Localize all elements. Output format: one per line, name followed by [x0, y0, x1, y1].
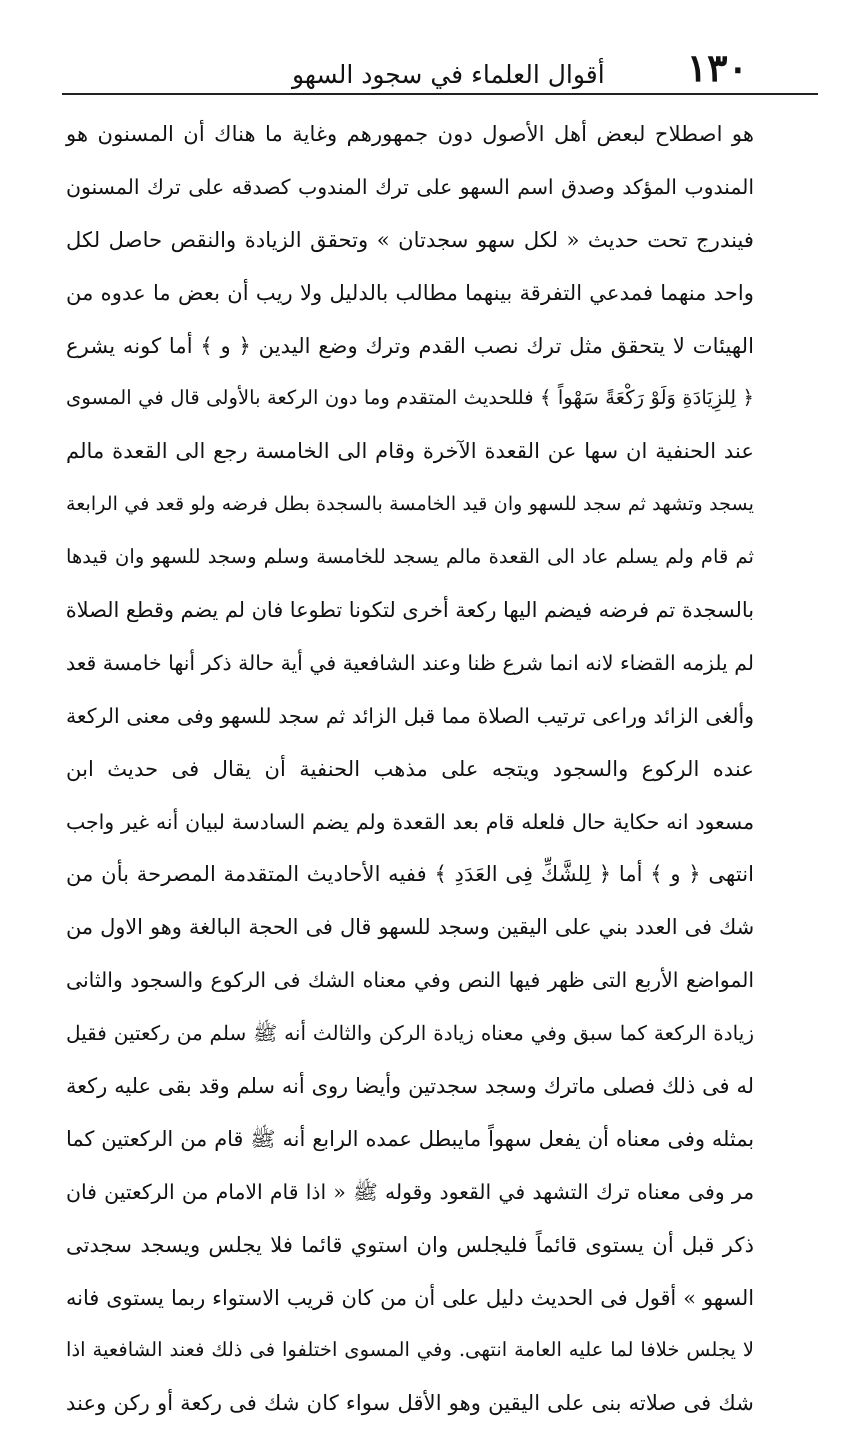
text-line: ﴿ لِلزِيَادَةِ وَلَوْ رَكْعَةً سَهْواً ﴾ فللحديث المتقدم وما دون الركعة بالأولى قال في المسوى — [66, 386, 754, 410]
text-line: له فى ذلك فصلى ماترك وسجد سجدتين وأيضا روى أنه سلم وقد بقى عليه ركعة — [66, 1074, 754, 1099]
text-line: بالسجدة تم فرضه فيضم اليها ركعة أخرى لتكونا تطوعا فان لم يضم وقطع الصلاة — [65, 598, 754, 623]
text-line: ذكر قبل أن يستوى قائماً فليجلس وان استوي قائما فلا يجلس ويسجد سجدتى — [66, 1231, 754, 1257]
text-line: يسجد وتشهد ثم سجد للسهو وان قيد الخامسة بالسجدة بطل فرضه ولو قعد في الرابعة — [66, 492, 754, 516]
text-line: عنده الركوع والسجود ويتجه على مذهب الحنفية أن يقال فى حديث ابن — [66, 755, 754, 781]
page-header — [62, 42, 748, 90]
text-line: واحد منهما فمدعي التفرقة بينهما مطالب بالدليل ولا ريب أن بعض ما عدوه من — [66, 279, 754, 305]
text-line: مر وفى معناه ترك التشهد في القعود وقوله ﷺ « اذا قام الامام من الركعتين فان — [66, 1179, 754, 1204]
text-line: الهيئات لا يتحقق مثل ترك نصب القدم وترك وضع اليدين ﴿ و ﴾ أما كونه يشرع — [66, 332, 754, 358]
text-line: لا يجلس خلافا لما عليه العامة انتهى. وفي المسوى اختلفوا فى ذلك فعند الشافعية اذا — [66, 1338, 754, 1362]
text-line: عند الحنفية ان سها عن القعدة الآخرة وقام الى الخامسة رجع الى القعدة مالم — [66, 438, 754, 464]
text-line: شك فى صلاته بنى على اليقين وهو الأقل سواء كان شك فى ركعة أو ركن وعند — [66, 1390, 754, 1416]
text-line: بمثله وفى معناه أن يفعل سهواً مايبطل عمده الرابع أنه ﷺ قام من الركعتين كما — [66, 1126, 754, 1151]
text-line: السهو » أقول فى الحديث دليل على أن من كان قريب الاستواء ربما يستوى فانه — [66, 1285, 754, 1310]
text-line: شك فى العدد بني على اليقين وسجد للسهو قال فى الحجة البالغة وهو الاول من — [66, 915, 754, 940]
page-number: ١٣٠ — [686, 45, 748, 90]
text-line: ثم قام ولم يسلم عاد الى القعدة مالم يسجد للخامسة وسلم وسجد للسهو وان قيدها — [66, 545, 754, 569]
text-line: انتهى ﴿ و ﴾ أما ﴿ لِلشَّكِّ فِى العَدَدِ ﴾ ففيه الأحاديث المتقدمة المصرحة بأن من — [66, 861, 754, 887]
body-text — [66, 108, 754, 1430]
text-line: وألغى الزائد وراعى ترتيب الصلاة مما قبل الزائد ثم سجد للسهو وفى معنى الركعة — [66, 703, 754, 728]
running-title: أقوال العلماء في سجود السهو — [292, 60, 605, 89]
text-line: زيادة الركعة كما سبق وفي معناه زيادة الركن والثالث أنه ﷺ سلم من ركعتين فقيل — [66, 1021, 754, 1046]
text-line: فيندرج تحت حديث « لكل سهو سجدتان » وتحقق الزيادة والنقص حاصل لكل — [66, 226, 754, 252]
text-line: لم يلزمه القضاء لانه انما شرع ظنا وعند الشافعية في أية حالة ذكر أنها خامسة قعد — [66, 650, 754, 675]
text-line: هو اصطلاح لبعض أهل الأصول دون جمهورهم وغاية ما هناك أن المسنون هو — [66, 121, 754, 146]
header-rule — [62, 93, 818, 95]
text-line: مسعود انه حكاية حال فلعله قام بعد القعدة ولم يضم السادسة لبيان أنه غير واجب — [66, 809, 754, 834]
text-line: المواضع الأربع التى ظهر فيها النص وفي معناه الشك فى الركوع والسجود والثانى — [66, 968, 754, 993]
text-line: المندوب المؤكد وصدق اسم السهو على ترك المندوب كصدقه على ترك المسنون — [66, 174, 754, 199]
